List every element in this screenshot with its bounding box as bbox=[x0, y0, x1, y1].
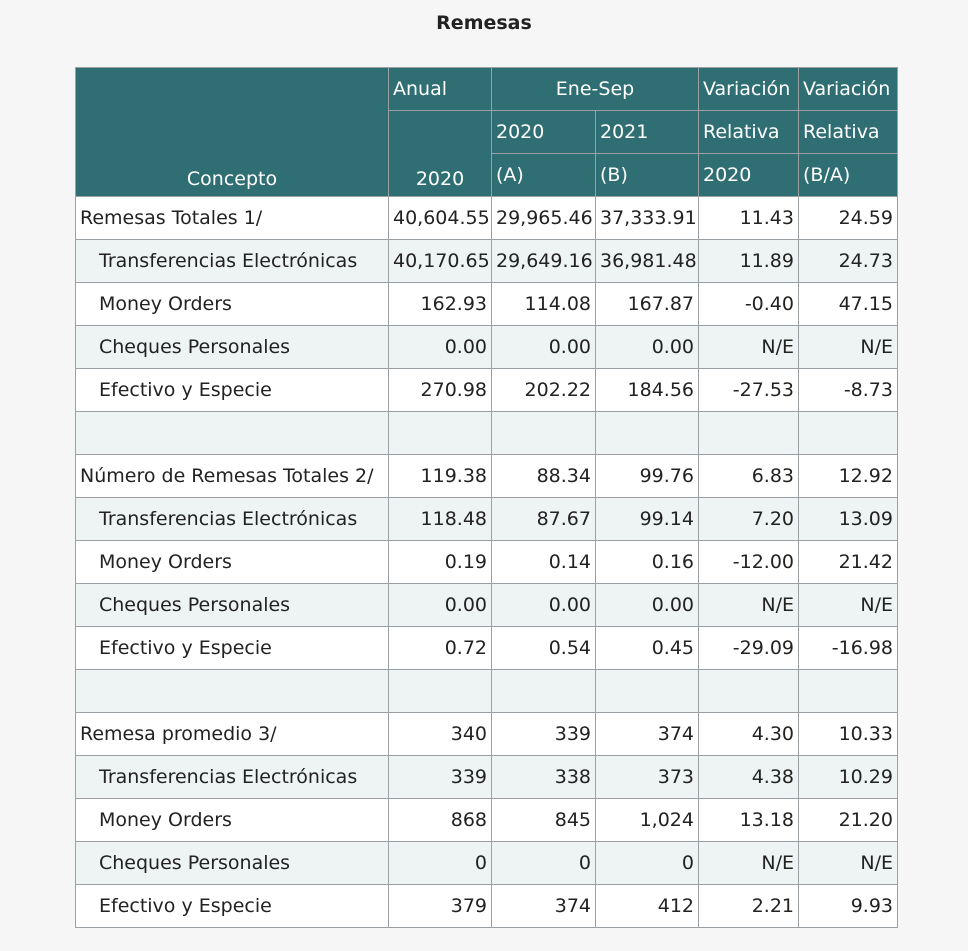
table-row bbox=[76, 498, 898, 541]
row-value: 0.45 bbox=[596, 627, 699, 670]
row-value: 24.59 bbox=[799, 197, 898, 240]
row-value: N/E bbox=[799, 584, 898, 627]
header-variacion-2: Variación bbox=[799, 68, 898, 111]
row-value: -12.00 bbox=[699, 541, 799, 584]
row-value: 2.21 bbox=[699, 885, 799, 928]
header-concepto: Concepto bbox=[76, 68, 389, 197]
row-value: 7.20 bbox=[699, 498, 799, 541]
row-value bbox=[799, 412, 898, 455]
row-value: 114.08 bbox=[492, 283, 596, 326]
row-value: 9.93 bbox=[799, 885, 898, 928]
row-value: 0.00 bbox=[492, 584, 596, 627]
row-value: 338 bbox=[492, 756, 596, 799]
row-value: N/E bbox=[799, 326, 898, 369]
table-row bbox=[76, 455, 898, 498]
row-concept: Cheques Personales bbox=[76, 842, 389, 885]
row-value: 36,981.48 bbox=[596, 240, 699, 283]
row-concept: Remesas Totales 1/ bbox=[76, 197, 389, 240]
row-value: 379 bbox=[389, 885, 492, 928]
row-value: 13.09 bbox=[799, 498, 898, 541]
row-value: -8.73 bbox=[799, 369, 898, 412]
row-concept: Money Orders bbox=[76, 541, 389, 584]
row-value: 24.73 bbox=[799, 240, 898, 283]
row-value: 339 bbox=[492, 713, 596, 756]
row-concept: Efectivo y Especie bbox=[76, 369, 389, 412]
row-value: 0.54 bbox=[492, 627, 596, 670]
table-row bbox=[76, 369, 898, 412]
row-value: 0.00 bbox=[492, 326, 596, 369]
row-concept: Transferencias Electrónicas bbox=[76, 756, 389, 799]
spacer-row bbox=[76, 412, 898, 455]
row-value: 1,024 bbox=[596, 799, 699, 842]
row-value: 162.93 bbox=[389, 283, 492, 326]
row-value: 340 bbox=[389, 713, 492, 756]
row-concept: Transferencias Electrónicas bbox=[76, 240, 389, 283]
remittances-table bbox=[75, 67, 898, 928]
row-value: 0 bbox=[492, 842, 596, 885]
table-row bbox=[76, 756, 898, 799]
row-value: 29,965.46 bbox=[492, 197, 596, 240]
row-value: 37,333.91 bbox=[596, 197, 699, 240]
table-row bbox=[76, 283, 898, 326]
table-row bbox=[76, 627, 898, 670]
row-value: 270.98 bbox=[389, 369, 492, 412]
table-row bbox=[76, 326, 898, 369]
row-value bbox=[596, 412, 699, 455]
table-row bbox=[76, 842, 898, 885]
table-row bbox=[76, 713, 898, 756]
row-value: 13.18 bbox=[699, 799, 799, 842]
row-value: 0.00 bbox=[596, 584, 699, 627]
row-value: N/E bbox=[699, 326, 799, 369]
row-value: 0.14 bbox=[492, 541, 596, 584]
header-col-b-tag: (B) bbox=[596, 154, 699, 197]
header-col-b-year: 2021 bbox=[596, 111, 699, 154]
row-value: 845 bbox=[492, 799, 596, 842]
row-value: 0 bbox=[596, 842, 699, 885]
row-concept: Money Orders bbox=[76, 799, 389, 842]
row-value: 40,604.55 bbox=[389, 197, 492, 240]
row-value: 11.89 bbox=[699, 240, 799, 283]
row-value: 10.29 bbox=[799, 756, 898, 799]
row-value: 10.33 bbox=[799, 713, 898, 756]
page-title: Remesas bbox=[436, 12, 532, 34]
row-value: 87.67 bbox=[492, 498, 596, 541]
row-value: 167.87 bbox=[596, 283, 699, 326]
row-concept: Efectivo y Especie bbox=[76, 885, 389, 928]
row-value: -16.98 bbox=[799, 627, 898, 670]
header-variacion-1: Variación bbox=[699, 68, 799, 111]
row-value: N/E bbox=[799, 842, 898, 885]
row-value: 374 bbox=[492, 885, 596, 928]
table-row bbox=[76, 584, 898, 627]
table-row bbox=[76, 799, 898, 842]
header-anual-year: 2020 bbox=[389, 111, 492, 197]
row-value bbox=[596, 670, 699, 713]
row-value: 118.48 bbox=[389, 498, 492, 541]
row-concept: Efectivo y Especie bbox=[76, 627, 389, 670]
row-value: 12.92 bbox=[799, 455, 898, 498]
row-value bbox=[799, 670, 898, 713]
table-header bbox=[76, 68, 898, 197]
header-ene-sep: Ene-Sep bbox=[492, 68, 699, 111]
row-value: 374 bbox=[596, 713, 699, 756]
header-col-a-tag: (A) bbox=[492, 154, 596, 197]
table-row bbox=[76, 541, 898, 584]
row-value: 0.72 bbox=[389, 627, 492, 670]
row-value: 868 bbox=[389, 799, 492, 842]
row-value bbox=[389, 412, 492, 455]
row-value: 4.38 bbox=[699, 756, 799, 799]
row-value: 47.15 bbox=[799, 283, 898, 326]
row-value: 11.43 bbox=[699, 197, 799, 240]
row-value: -0.40 bbox=[699, 283, 799, 326]
row-value bbox=[389, 670, 492, 713]
row-value: 373 bbox=[596, 756, 699, 799]
row-value: N/E bbox=[699, 584, 799, 627]
row-value: N/E bbox=[699, 842, 799, 885]
row-value: 202.22 bbox=[492, 369, 596, 412]
row-concept: Cheques Personales bbox=[76, 326, 389, 369]
row-value: -29.09 bbox=[699, 627, 799, 670]
row-value: 0.00 bbox=[596, 326, 699, 369]
row-value: 0.00 bbox=[389, 584, 492, 627]
row-concept: Remesa promedio 3/ bbox=[76, 713, 389, 756]
row-value: -27.53 bbox=[699, 369, 799, 412]
row-value: 184.56 bbox=[596, 369, 699, 412]
row-value bbox=[492, 412, 596, 455]
row-value: 6.83 bbox=[699, 455, 799, 498]
row-concept: Money Orders bbox=[76, 283, 389, 326]
table-row bbox=[76, 240, 898, 283]
row-value: 0.19 bbox=[389, 541, 492, 584]
row-value: 119.38 bbox=[389, 455, 492, 498]
row-concept: Cheques Personales bbox=[76, 584, 389, 627]
row-value bbox=[492, 670, 596, 713]
row-value: 339 bbox=[389, 756, 492, 799]
row-value: 29,649.16 bbox=[492, 240, 596, 283]
header-relativa-1: Relativa bbox=[699, 111, 799, 154]
row-concept bbox=[76, 670, 389, 713]
row-value: 99.76 bbox=[596, 455, 699, 498]
row-value: 4.30 bbox=[699, 713, 799, 756]
row-value bbox=[699, 670, 799, 713]
header-variacion-2-ratio: (B/A) bbox=[799, 154, 898, 197]
row-value: 40,170.65 bbox=[389, 240, 492, 283]
header-col-a-year: 2020 bbox=[492, 111, 596, 154]
table-row bbox=[76, 885, 898, 928]
row-value: 88.34 bbox=[492, 455, 596, 498]
row-value: 0.00 bbox=[389, 326, 492, 369]
row-concept bbox=[76, 412, 389, 455]
table-body bbox=[76, 197, 898, 928]
header-relativa-2: Relativa bbox=[799, 111, 898, 154]
row-value: 0 bbox=[389, 842, 492, 885]
header-variacion-1-year: 2020 bbox=[699, 154, 799, 197]
row-value: 99.14 bbox=[596, 498, 699, 541]
row-value bbox=[699, 412, 799, 455]
row-value: 21.42 bbox=[799, 541, 898, 584]
row-concept: Transferencias Electrónicas bbox=[76, 498, 389, 541]
row-value: 21.20 bbox=[799, 799, 898, 842]
row-value: 412 bbox=[596, 885, 699, 928]
row-value: 0.16 bbox=[596, 541, 699, 584]
row-concept: Número de Remesas Totales 2/ bbox=[76, 455, 389, 498]
header-anual: Anual bbox=[389, 68, 492, 111]
spacer-row bbox=[76, 670, 898, 713]
table-row bbox=[76, 197, 898, 240]
